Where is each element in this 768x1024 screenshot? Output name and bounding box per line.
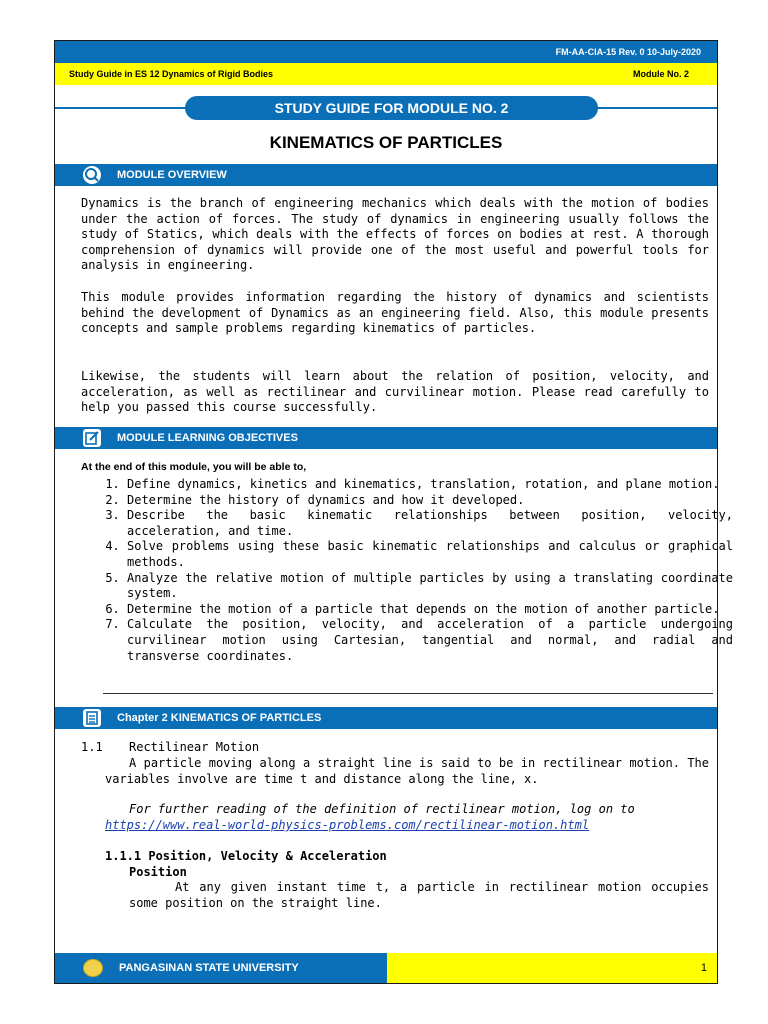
list-item: 2. Determine the history of dynamics and how it developed. <box>127 493 733 509</box>
objectives-heading: MODULE LEARNING OBJECTIVES <box>117 432 298 444</box>
list-item: 5. Analyze the relative motion of multiple particles by using a translating coordinate system. <box>127 571 733 602</box>
objectives-list <box>103 477 733 664</box>
page-title: KINEMATICS OF PARTICLES <box>269 133 503 152</box>
list-item: 4. Solve problems using these basic kinematic relationships and calculus or graphical methods. <box>127 539 733 570</box>
subsection-label: Position <box>129 865 187 879</box>
subsection-text: At any given instant time t, a particle in rectilinear motion occupies some position on the straight line. <box>129 880 709 910</box>
university-seal-icon <box>83 959 103 977</box>
reading-text: For further reading of the definition of rectilinear motion, log on to <box>129 802 635 816</box>
chapter-header <box>55 707 717 729</box>
footer-page <box>387 953 717 983</box>
divider <box>103 693 713 694</box>
chapter-heading: Chapter 2 KINEMATICS OF PARTICLES <box>117 712 322 724</box>
document-code: FM-AA-CIA-15 Rev. 0 10-July-2020 <box>55 41 717 63</box>
overview-paragraph: Dynamics is the branch of engineering mechanics which deals with the motion of bodies under the action of forces. The study of dynamics in engineering usually follows the study of Statics, which deals with the effects of forces on bodies at rest. A thorough comprehension of dynamics will provide one of the most useful and powerful tools for analysis in engineering. <box>81 196 709 273</box>
list-item: 6. Determine the motion of a particle that depends on the motion of another particle. <box>127 602 733 618</box>
guide-title: STUDY GUIDE FOR MODULE NO. 2 <box>185 96 598 120</box>
section-number: 1.1 <box>81 740 103 754</box>
subsection-heading: 1.1.1 Position, Velocity & Acceleration <box>105 849 387 863</box>
course-bar <box>55 63 717 85</box>
overview-heading: MODULE OVERVIEW <box>117 169 227 181</box>
module-number: Module No. 2 <box>633 69 689 79</box>
document-icon <box>83 709 101 727</box>
list-item: 1. Define dynamics, kinetics and kinematics, translation, rotation, and plane motion. <box>127 477 733 493</box>
section-text: A particle moving along a straight line is said to be in rectilinear motion. The variables involve are time t and distance along the line, x. <box>105 756 709 786</box>
objectives-intro: At the end of this module, you will be able to, <box>81 461 307 473</box>
edit-icon <box>83 429 101 447</box>
course-title: Study Guide in ES 12 Dynamics of Rigid Bodies <box>69 69 274 79</box>
overview-paragraph: This module provides information regarding the history of dynamics and scientists behind the development of Dynamics as an engineering field. Also, this module presents concepts and sample problems regarding kinematics of particles. <box>81 290 709 336</box>
objectives-header <box>55 427 717 449</box>
footer-university <box>55 953 387 983</box>
magnifier-icon <box>83 166 101 184</box>
document-page <box>54 40 733 984</box>
overview-paragraph: Likewise, the students will learn about the relation of position, velocity, and acceleration, as well as rectilinear and curvilinear motion. Please read carefully to help you passed this course successfully. <box>81 369 709 415</box>
reading-link[interactable]: https://www.real-world-physics-problems.com/rectilinear-motion.html <box>105 818 590 832</box>
page-number: 1 <box>700 962 707 974</box>
section-title: Rectilinear Motion <box>129 740 260 754</box>
list-item: 7. Calculate the position, velocity, and acceleration of a particle undergoing curvilinear motion using Cartesian, tangential and normal, and radial and transverse coordinates. <box>127 617 733 664</box>
list-item: 3. Describe the basic kinematic relationships between position, velocity, acceleration, and time. <box>127 508 733 539</box>
overview-header <box>55 164 717 186</box>
university-name: PANGASINAN STATE UNIVERSITY <box>119 962 299 974</box>
